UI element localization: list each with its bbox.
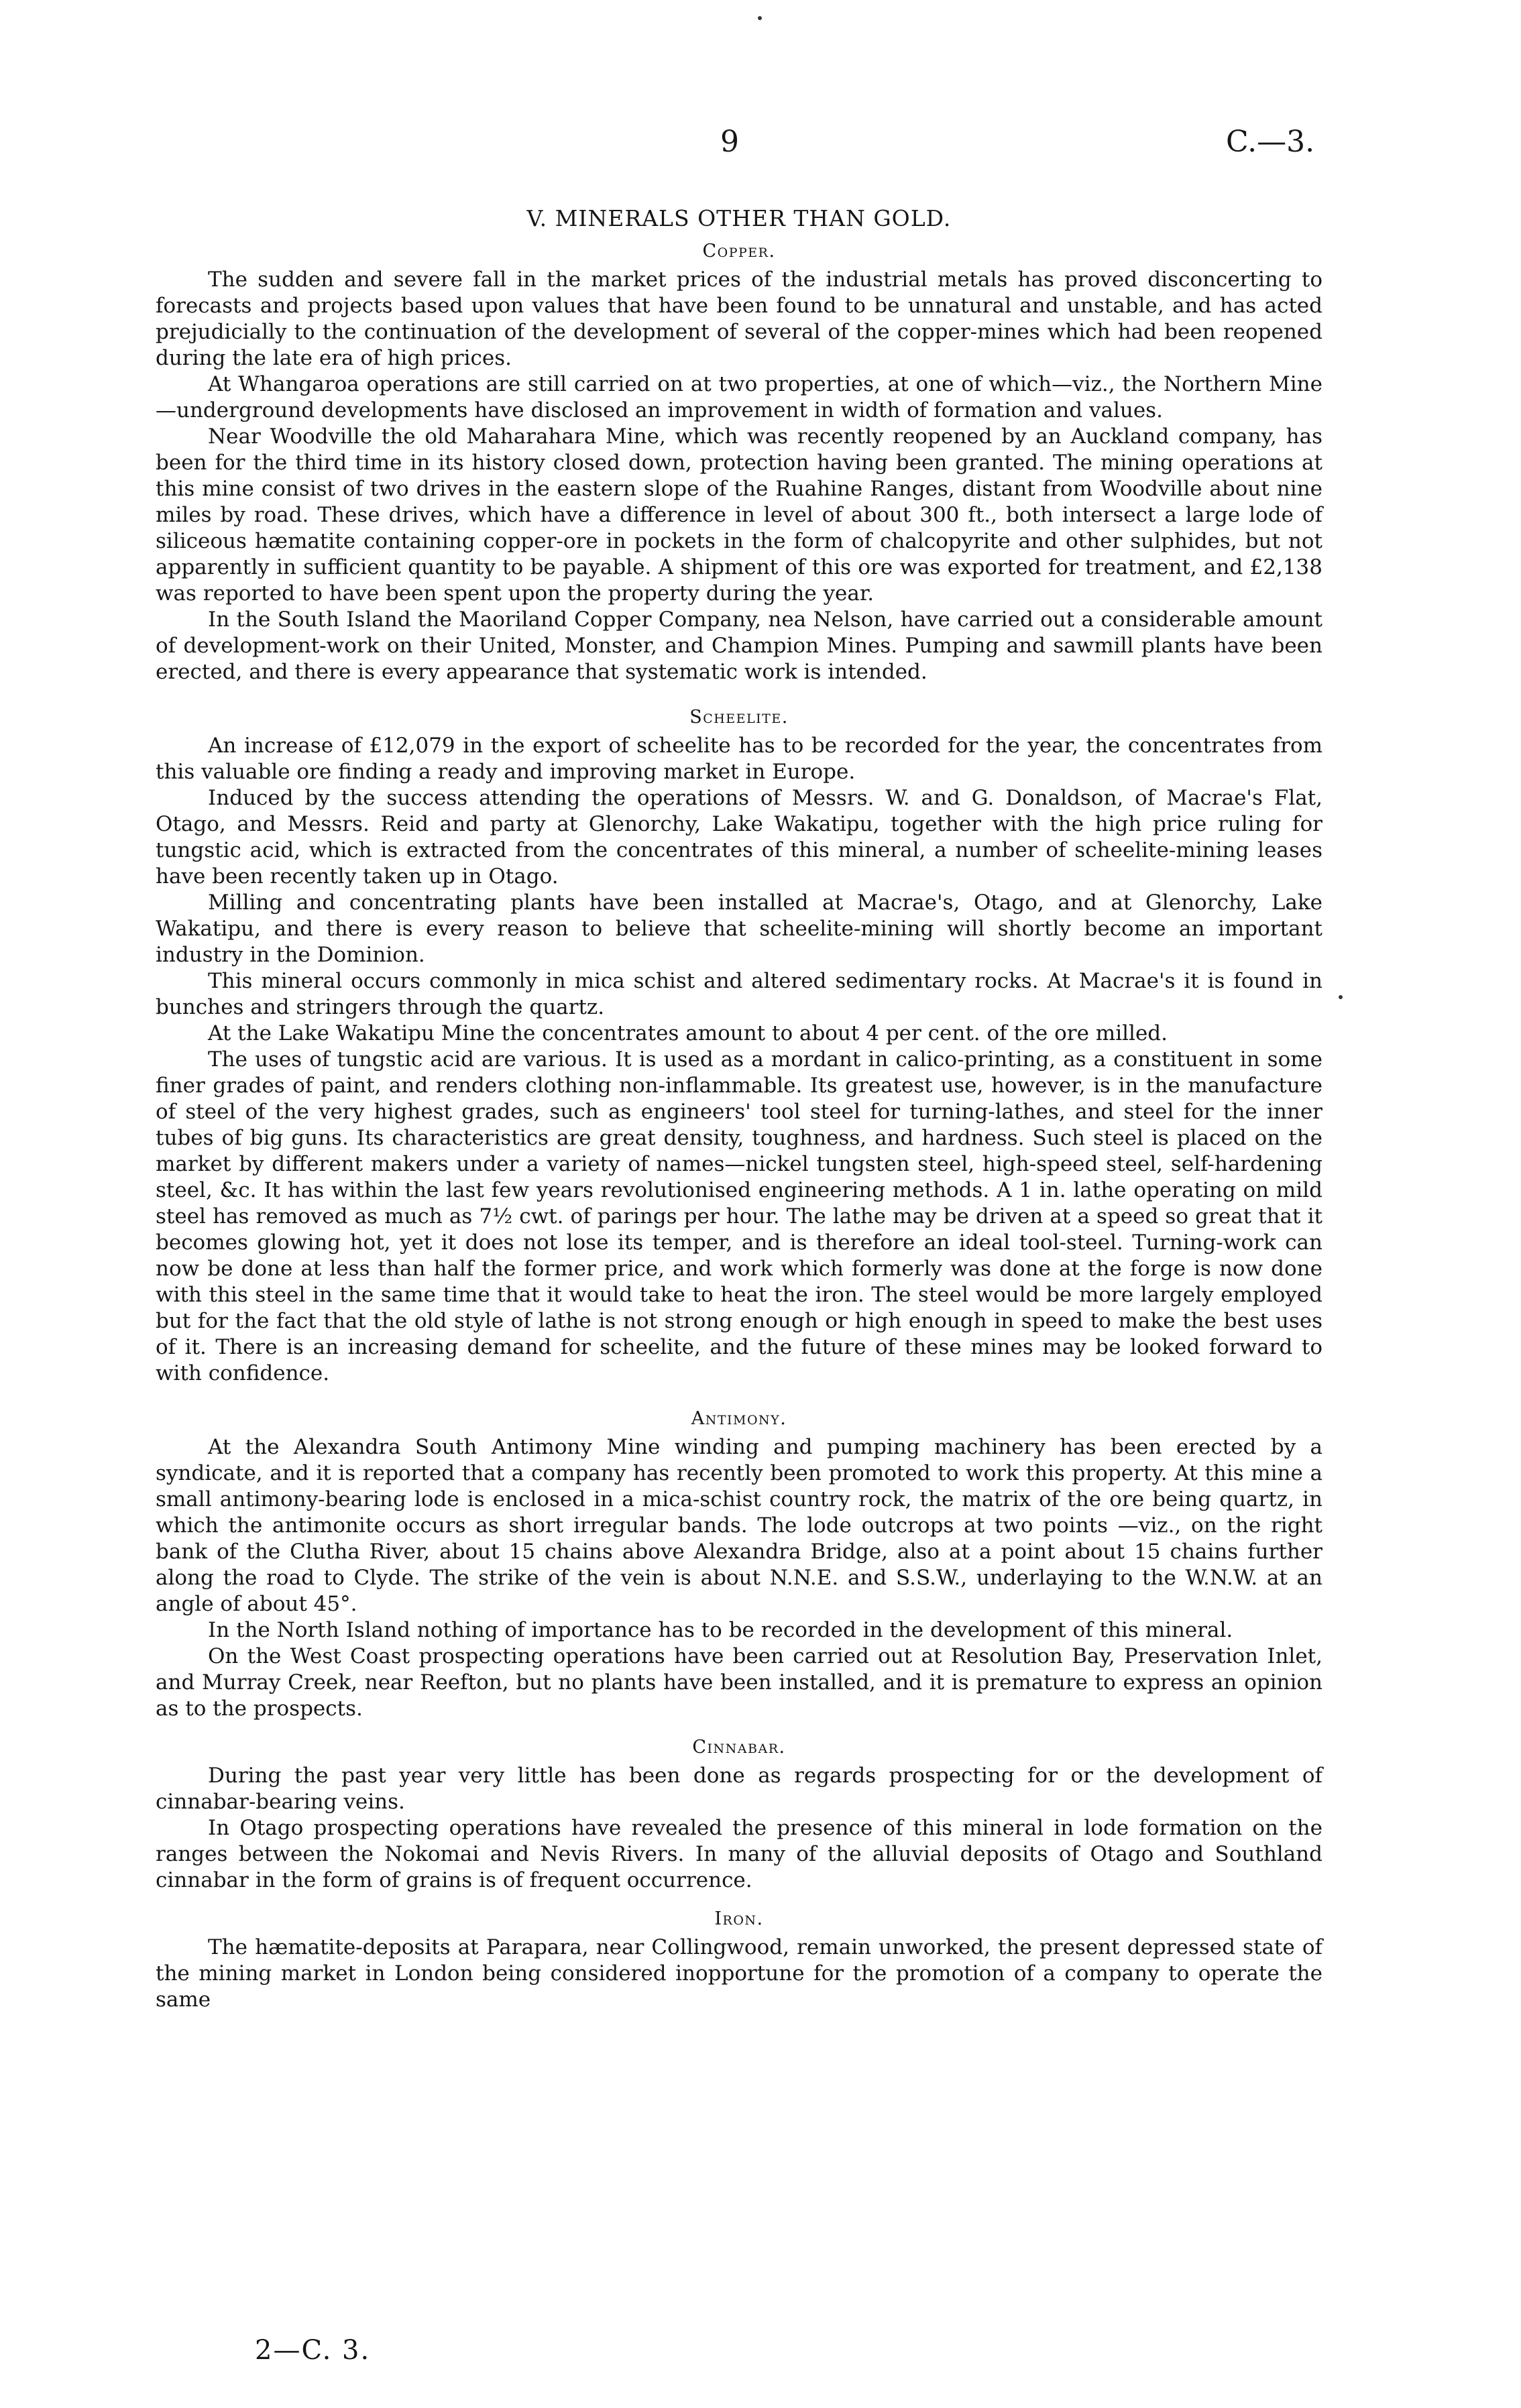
paragraph: Near Woodville the old Maharahara Mine, which was recently reopened by an Auckland company, has been for the third time in its history closed down, protection having been granted. The mining operations at this mine consist of two drives in the eastern slope of the Ruahine Ranges, distant from Woodville about nine miles by road. These drives, which have a difference in level of about 300 ft., both intersect a large lode of siliceous hæmatite containing copper-ore in pockets in the form of chalcopyrite and other sulphides, but not apparently in sufficient quantity to be payable. A shipment of this ore was exported for treatment, and £2,138 was reported to have been spent upon the property during the year. <box>156 424 1322 606</box>
paragraph: This mineral occurs commonly in mica schist and altered sedimentary rocks. At Macrae's it is found in bunches and stringers through the quartz. <box>156 969 1322 1019</box>
section-heading: Copper. <box>702 241 776 262</box>
section-heading: Scheelite. <box>689 707 789 728</box>
main-text-column <box>156 205 1322 2013</box>
ink-speck <box>1339 995 1343 999</box>
paragraph: In Otago prospecting operations have revealed the presence of this mineral in lode formation on the ranges between the Nokomai and Nevis Rivers. In many of the alluvial deposits of Otago and Southland cinnabar in the form of grains is of frequent occurrence. <box>156 1816 1322 1892</box>
section-scheelite <box>156 707 1322 1387</box>
paragraph: The sudden and severe fall in the market prices of the industrial metals has proved disconcerting to forecasts and projects based upon values that have been found to be unnatural and unstable, and has acted prejudicially to the continuation of the development of several of the copper-mines which had been reopened during the late era of high prices. <box>156 268 1322 370</box>
section-heading: Cinnabar. <box>692 1737 786 1758</box>
section-cinnabar <box>156 1737 1322 1894</box>
paragraph: At Whangaroa operations are still carried on at two properties, at one of which—viz., the Northern Mine—underground developments have disclosed an improvement in width of formation and values. <box>156 372 1322 422</box>
section-iron <box>156 1908 1322 2013</box>
paragraph: An increase of £12,079 in the export of scheelite has to be recorded for the year, the concentrates from this valuable ore finding a ready and improving market in Europe. <box>156 734 1322 784</box>
paragraph: At the Lake Wakatipu Mine the concentrates amount to about 4 per cent. of the ore milled. <box>208 1021 1168 1045</box>
page-number: 9 <box>720 125 739 159</box>
document-reference: C.—3. <box>1226 125 1315 159</box>
paragraph: In the North Island nothing of importance has to be recorded in the development of this mineral. <box>208 1618 1233 1642</box>
section-copper <box>156 241 1322 685</box>
section-heading: Antimony. <box>691 1408 787 1429</box>
paragraph: The hæmatite-deposits at Parapara, near Collingwood, remain unworked, the present depressed state of the mining market in London being considered inopportune for the promotion of a company to operate the same <box>156 1935 1322 2012</box>
paragraph: At the Alexandra South Antimony Mine winding and pumping machinery has been erected by a syndicate, and it is reported that a company has recently been promoted to work this property. At this mine a small antimony-bearing lode is enclosed in a mica-schist country rock, the matrix of the ore being quartz, in which the antimonite occurs as short irregular bands. The lode outcrops at two points —viz., on the right bank of the Clutha River, about 15 chains above Alexandra Bridge, also at a point about 15 chains further along the road to Clyde. The strike of the vein is about N.N.E. and S.S.W., underlaying to the W.N.W. at an angle of about 45°. <box>156 1435 1322 1616</box>
page-title: V. MINERALS OTHER THAN GOLD. <box>526 205 952 231</box>
section-antimony <box>156 1408 1322 1722</box>
paragraph: The uses of tungstic acid are various. It is used as a mordant in calico-printing, as a constituent in some finer grades of paint, and renders clothing non-inflammable. Its greatest use, however, is in the manufacture of steel of the very highest grades, such as engineers' tool steel for turning-lathes, and steel for the inner tubes of big guns. Its characteristics are great density, toughness, and hardness. Such steel is placed on the market by different makers under a variety of names—nickel tungsten steel, high-speed steel, self-hardening steel, &c. It has within the last few years revolutionised engineering methods. A 1 in. lathe operating on mild steel has removed as much as 7½ cwt. of parings per hour. The lathe may be driven at a speed so great that it becomes glowing hot, yet it does not lose its temper, and is therefore an ideal tool-steel. Turning-work can now be done at less than half the former price, and work which formerly was done at the forge is now done with this steel in the same time that it would take to heat the iron. The steel would be more largely employed but for the fact that the old style of lathe is not strong enough or high enough in speed to make the best uses of it. There is an increasing demand for scheelite, and the future of these mines may be looked forward to with confidence. <box>156 1047 1322 1385</box>
section-heading: Iron. <box>714 1908 764 1929</box>
ink-speck <box>758 16 762 20</box>
paragraph: Milling and concentrating plants have been installed at Macrae's, Otago, and at Glenorchy, Lake Wakatipu, and there is every reason to believe that scheelite-mining will shortly become an important industry in the Dominion. <box>156 891 1322 967</box>
paragraph: During the past year very little has been done as regards prospecting for or the development of cinnabar-bearing veins. <box>156 1764 1322 1814</box>
signature-mark: 2—C. 3. <box>255 2335 371 2366</box>
paragraph: Induced by the success attending the operations of Messrs. W. and G. Donaldson, of Macrae's Flat, Otago, and Messrs. Reid and party at Glenorchy, Lake Wakatipu, together with the high price ruling for tungstic acid, which is extracted from the concentrates of this mineral, a number of scheelite-mining leases have been recently taken up in Otago. <box>156 786 1322 888</box>
paragraph: On the West Coast prospecting operations have been carried out at Resolution Bay, Preservation Inlet, and Murray Creek, near Reefton, but no plants have been installed, and it is premature to express an opinion as to the prospects. <box>156 1644 1322 1721</box>
paragraph: In the South Island the Maoriland Copper Company, nea Nelson, have carried out a considerable amount of development-work on their United, Monster, and Champion Mines. Pumping and sawmill plants have been erected, and there is every appearance that systematic work is intended. <box>156 608 1322 684</box>
